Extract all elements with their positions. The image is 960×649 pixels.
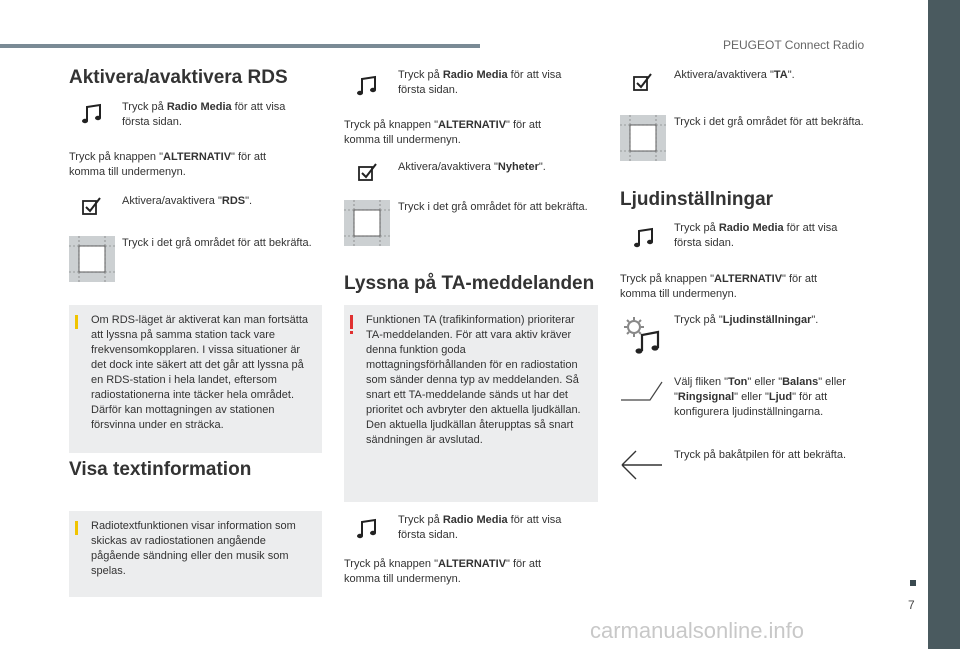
- step-confirm: Tryck i det grå området för att bekräfta.: [398, 201, 588, 213]
- step-radio-media: Tryck på Radio Media för att visa första sidan.: [122, 101, 286, 128]
- music-note-icon: [355, 75, 379, 97]
- grey-area-icon: [344, 200, 390, 246]
- step-toggle-ta: Aktivera/avaktivera "TA".: [674, 69, 795, 81]
- grey-area-icon: [69, 236, 115, 282]
- info-marker: [75, 315, 78, 329]
- step-toggle-nyheter: Aktivera/avaktivera "Nyheter".: [398, 161, 546, 173]
- heading-rds: Aktivera/avaktivera RDS: [69, 67, 288, 88]
- checkbox-icon: [82, 197, 102, 215]
- tab-select-icon: [620, 380, 664, 402]
- info-box-rds: [69, 305, 322, 453]
- checkbox-icon: [358, 163, 378, 181]
- warning-icon: [349, 315, 354, 335]
- step-ljudinstallningar: Tryck på "Ljudinställningar".: [674, 314, 819, 326]
- grey-area-icon: [620, 115, 666, 161]
- music-note-icon: [355, 518, 379, 540]
- step-alternativ: Tryck på knappen "ALTERNATIV" för att komma till undermenyn.: [344, 558, 542, 585]
- watermark: carmanualsonline.info: [590, 618, 805, 643]
- heading-textinfo: Visa textinformation: [69, 459, 252, 480]
- step-confirm: Tryck i det grå området för att bekräfta.: [674, 116, 864, 128]
- header-rule: [0, 44, 480, 48]
- step-alternativ: Tryck på knappen "ALTERNATIV" för att komma till undermenyn.: [69, 151, 267, 178]
- step-radio-media: Tryck på Radio Media för att visa första sidan.: [674, 222, 838, 249]
- running-header: PEUGEOT Connect Radio: [723, 38, 865, 52]
- music-note-icon: [632, 227, 656, 249]
- heading-ljud: Ljudinställningar: [620, 189, 774, 210]
- back-arrow-icon: [620, 447, 664, 483]
- warning-text: Funktionen TA (trafikinformation) prioriterar TA-meddelanden. För att vara aktiv kräver denna funktion goda mottagningsförhållanden för en radiostation som sänder denna typ av meddelanden. Så snart ett TA-meddelande sänds ut har det prioritet och avbryter den aktuella ljudkällan. Den aktuella ljudkällan återupptas så snart sändningen är avslutad.: [366, 314, 581, 446]
- step-back-arrow: Tryck på bakåtpilen för att bekräfta.: [674, 449, 847, 461]
- info-text: Radiotextfunktionen visar information som skickas av radiostationen angående pågående sändning eller den musik som spelas.: [91, 520, 296, 577]
- step-radio-media: Tryck på Radio Media för att visa första sidan.: [398, 514, 562, 541]
- page-number: 7: [908, 598, 915, 612]
- info-marker: [75, 521, 78, 535]
- step-alternativ: Tryck på knappen "ALTERNATIV" för att komma till undermenyn.: [344, 119, 542, 146]
- info-box-radiotext: [69, 511, 322, 597]
- heading-ta: Lyssna på TA-meddelanden: [344, 273, 595, 294]
- step-alternativ: Tryck på knappen "ALTERNATIV" för att komma till undermenyn.: [620, 273, 818, 300]
- step-toggle-rds: Aktivera/avaktivera "RDS".: [122, 195, 253, 207]
- checkbox-icon: [633, 73, 653, 91]
- step-confirm: Tryck i det grå området för att bekräfta.: [122, 237, 312, 249]
- page-marker: [910, 580, 916, 586]
- info-text: Om RDS-läget är aktiverat kan man fortsätta att lyssna på samma station tack vare frekvensomkopplaren. I vissa situationer är det dock inte säkert att det går att lyssna på en RDS-station i hela landet, eftersom radiostationerna inte täcker hela området. Därför kan mottagningen av stationen försvinna under en sträcka.: [91, 314, 309, 431]
- music-note-icon: [80, 103, 104, 125]
- gear-music-icon: [622, 315, 662, 357]
- step-radio-media: Tryck på Radio Media för att visa första sidan.: [398, 69, 562, 96]
- warning-box-ta: [344, 305, 598, 502]
- side-tab: [928, 0, 960, 649]
- step-select-tab: Välj fliken "Ton" eller "Balans" eller "Ringsignal" eller "Ljud" för att konfigurera ljudinställningarna.: [674, 376, 846, 418]
